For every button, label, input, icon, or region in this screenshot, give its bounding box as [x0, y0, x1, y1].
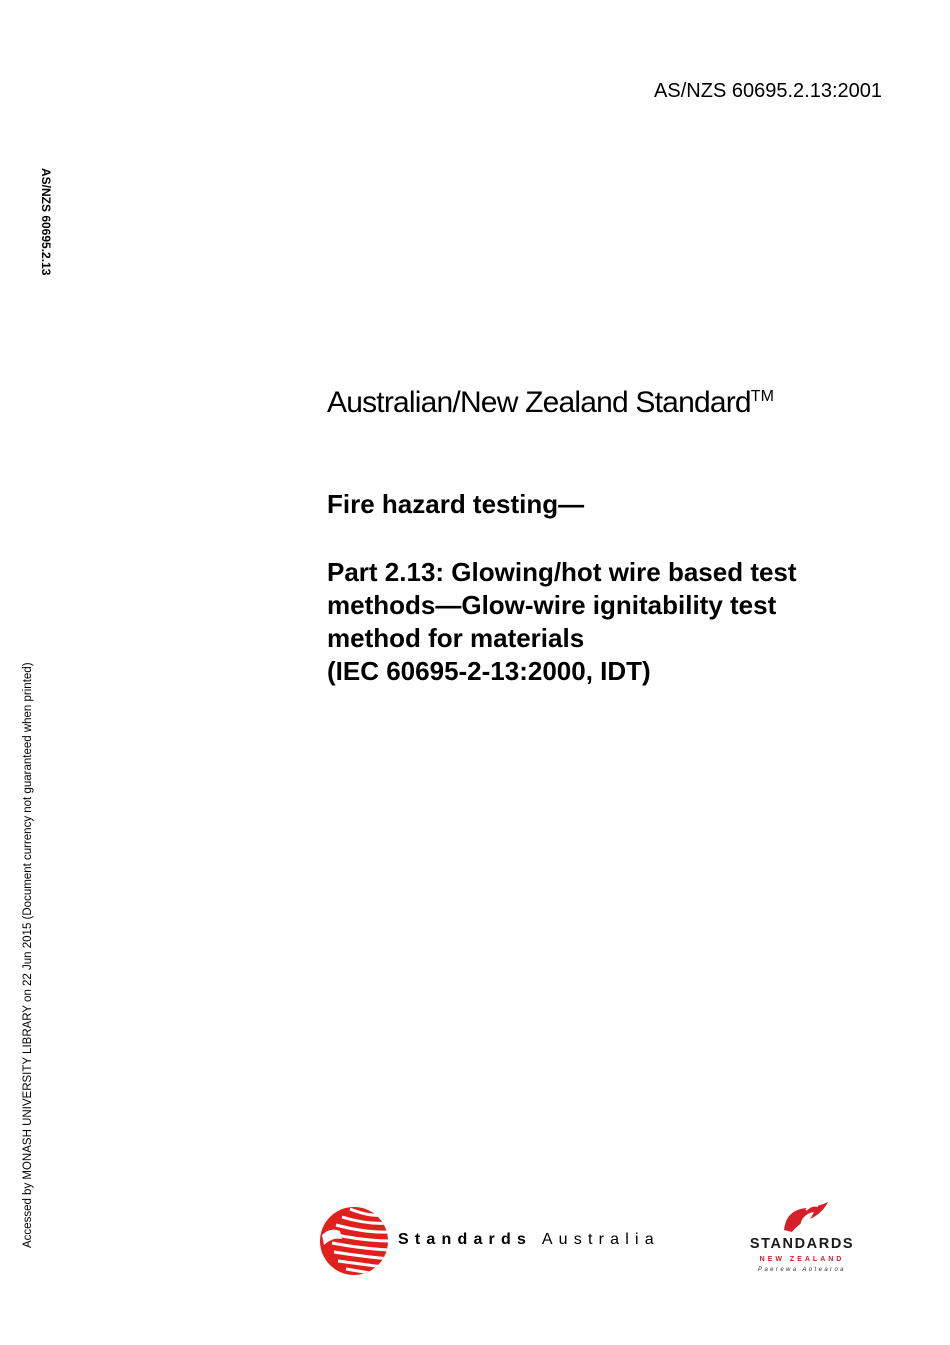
standard-series-text: Australian/New Zealand Standard: [327, 386, 751, 419]
standards-nz-wordmark: STANDARDS: [749, 1236, 855, 1252]
standards-australia-logo: [320, 1205, 700, 1277]
standards-nz-maori-name: Paerewa Aotearoa: [758, 1267, 846, 1273]
trademark-symbol: TM: [750, 388, 774, 405]
standards-new-zealand-logo: [736, 1200, 871, 1290]
subtitle-line: methods—Glow-wire ignitability test: [327, 590, 777, 620]
standards-word: Standards: [398, 1231, 533, 1248]
standards-australia-wordmark: [398, 1231, 660, 1249]
subtitle-line: (IEC 60695-2-13:2000, IDT): [327, 656, 651, 686]
access-watermark: Accessed by MONASH UNIVERSITY LIBRARY on 22 Jun 2015 (Document currency not guaranteed when printed): [22, 662, 34, 1248]
spine-label: AS/NZS 60695.2.13: [39, 168, 53, 276]
standards-nz-emblem-icon: [780, 1200, 832, 1234]
subtitle-line: method for materials: [327, 623, 585, 653]
document-subtitle: [327, 556, 887, 688]
australia-word: Australia: [541, 1231, 660, 1248]
standard-series-heading: [327, 386, 774, 420]
subtitle-line: Part 2.13: Glowing/hot wire based test: [327, 557, 797, 587]
document-number: AS/NZS 60695.2.13:2001: [654, 80, 882, 102]
standards-nz-country: NEW ZEALAND: [759, 1256, 845, 1263]
document-title: Fire hazard testing—: [327, 489, 585, 519]
standards-australia-emblem-icon: [320, 1205, 390, 1277]
